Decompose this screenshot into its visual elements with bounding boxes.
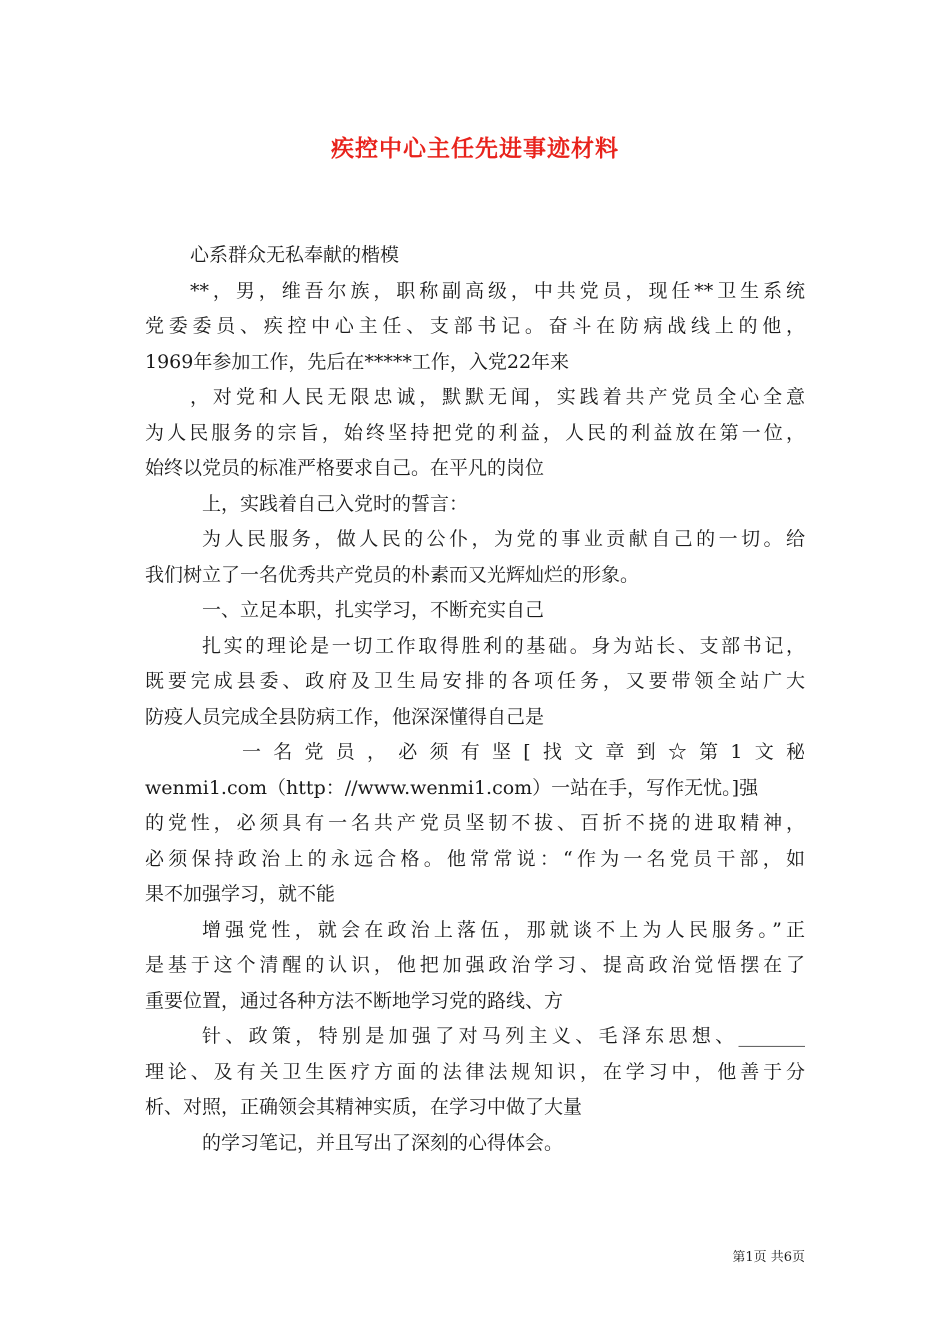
body-line: 上，实践着自己入党时的誓言：	[202, 492, 469, 515]
body-line: 1969年参加工作，先后在*****工作，入党22年来	[145, 350, 570, 373]
body-line: 一、立足本职，扎实学习，不断充实自己	[202, 599, 545, 621]
document-title: 疾控中心主任先进事迹材料	[331, 135, 619, 162]
body-line: 的党性，必须具有一名共产党员坚韧不拔、百折不挠的进取精神，	[145, 812, 805, 834]
body-line: 析、对照，正确领会其精神实质，在学习中做了大量	[145, 1096, 583, 1118]
body-line: 为人民服务，做人民的公仆，为党的事业贡献自己的一切。给	[202, 528, 805, 550]
body-line: 防疫人员完成全县防病工作，他深深懂得自己是	[145, 705, 545, 728]
body-line: 必须保持政治上的永远合格。他常常说：“作为一名党员干部，如	[145, 847, 805, 870]
document-body	[145, 238, 805, 1161]
body-line: 针、政策，特别是加强了对马列主义、毛泽东思想、_______	[202, 1025, 805, 1047]
body-line: 党委委员、疾控中心主任、支部书记。奋斗在防病战线上的他，	[145, 315, 805, 337]
body-line: 是基于这个清醒的认识，他把加强政治学习、提高政治觉悟摆在了	[145, 954, 805, 976]
body-line: 一名党员，必须有坚[找文章到☆第1文秘	[242, 741, 805, 763]
body-line: 心系群众无私奉献的楷模	[190, 244, 400, 266]
body-line: **，男，维吾尔族，职称副高级，中共党员，现任**卫生系统	[190, 279, 805, 302]
body-line: 既要完成县委、政府及卫生局安排的各项任务，又要带领全站广大	[145, 670, 805, 692]
body-line: 理论、及有关卫生医疗方面的法律法规知识，在学习中，他善于分	[145, 1060, 805, 1083]
body-line: 始终以党员的标准严格要求自己。在平凡的岗位	[145, 457, 545, 479]
page-number: 第1页 共6页	[732, 1250, 805, 1265]
body-line: wenmi1.com（http：//www.wenmi1.com）一站在手，写作无忧。]强	[145, 776, 759, 799]
body-line: 增强党性，就会在政治上落伍，那就谈不上为人民服务。”正	[202, 918, 805, 941]
body-line: 我们树立了一名优秀共产党员的朴素而又光辉灿烂的形象。	[145, 563, 640, 586]
body-line: 重要位置，通过各种方法不断地学习党的路线、方	[145, 989, 564, 1012]
body-line: 果不加强学习，就不能	[145, 883, 336, 905]
body-line: ，对党和人民无限忠诚，默默无闻，实践着共产党员全心全意	[190, 386, 805, 408]
body-line: 扎实的理论是一切工作取得胜利的基础。身为站长、支部书记，	[202, 634, 805, 657]
body-line: 的学习笔记，并且写出了深刻的心得体会。	[202, 1131, 564, 1154]
body-line: 为人民服务的宗旨，始终坚持把党的利益，人民的利益放在第一位，	[145, 421, 805, 444]
